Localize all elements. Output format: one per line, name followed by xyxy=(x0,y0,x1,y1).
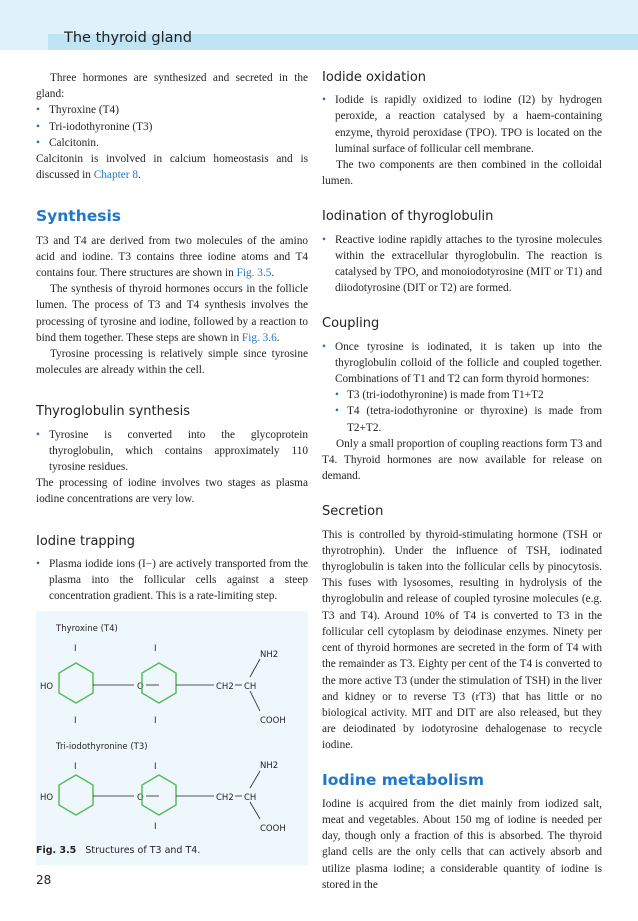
structure-diagram xyxy=(36,611,308,841)
figure-structures xyxy=(36,611,308,865)
bond-line xyxy=(250,802,260,819)
header-title: The thyroid gland xyxy=(64,30,192,46)
cooh-label: COOH xyxy=(260,716,286,726)
left-column xyxy=(36,70,308,604)
list-item: • Tri-iodothyronine (T3) xyxy=(36,119,308,135)
bullet-icon: • xyxy=(322,94,326,107)
bond-line xyxy=(250,771,260,788)
bullet-icon: • xyxy=(322,340,326,353)
oxidation-list xyxy=(322,92,602,157)
synthesis-paragraph-1: T3 and T4 are derived from two molecules of the amino acid and iodine. T3 contains three iodine atoms and T4 contains four. There structures are shown in Fig. 3.5. xyxy=(36,234,308,280)
ho-label: HO xyxy=(40,682,54,692)
bullet-icon: • xyxy=(36,428,40,441)
coupling-sublist xyxy=(335,387,602,436)
bullet-icon: • xyxy=(335,405,339,418)
bullet-icon: • xyxy=(322,233,326,246)
figure-caption: Fig. 3.5 Structures of T3 and T4. xyxy=(36,845,201,856)
iodination-list xyxy=(322,232,602,297)
synthesis-paragraph-2: The synthesis of thyroid hormones occurs in the follicle lumen. The process of T3 and T4 synthesis involves the processing of tyrosine and iodine, followed by a reaction to bind them together. These steps are shown in Fig. 3.6. xyxy=(36,283,308,344)
list-item: • Plasma iodide ions (I−) are actively transported from the plasma into the follicular cells against a steep concentration gradient. This is a rate-limiting step. xyxy=(36,557,308,603)
secretion-text: This is controlled by thyroid-stimulating hormone (TSH or thyrotrophin). Under the influence of TSH, iodinated thyroglobulin is taken into the follicular cells by pinocytosis. This fuses with lysosomes, resulting in hydrolysis of the thyroglobulin and release of coupled tyrosine molecules (e.g. T3 and T4). Around 10% of T4 is converted to T3 in the follicular cell cytoplasm by deiodinase enzymes. Ninety per cent of thyroid hormones are secreted in the form of T4 with the remainder as T3. Eighty per cent of the T4 is converted to the more active T3 (under the stimulation of TSH) in the liver and kidney or to reverse T3 (rT3) that has little or no biological activity. MIT and DIT are also released, but they are deiodinated by iodotyrosine dehalogenase to recycle iodine. xyxy=(322,528,602,752)
t4-label: Thyroxine (T4) xyxy=(56,624,118,634)
figure-link[interactable]: Fig. 3.5 xyxy=(236,267,272,280)
t3-label: Tri-iodothyronine (T3) xyxy=(56,742,148,752)
iodine-label: I xyxy=(154,762,157,772)
oxidation-text: The two components are then combined in the colloidal lumen. xyxy=(322,159,602,188)
benzene-ring xyxy=(142,663,176,703)
list-item: • Once tyrosine is iodinated, it is taken up into the thyroglobulin colloid of the follicle and coupled together. Combinations of T1 and T2 can form thyroid hormones: • T3 (tri-iodothyronine) is made from T1+T2 • T4 (tetra-iodothyronine or thyroxine) is made from T2+T2. xyxy=(322,339,602,436)
list-item: • Calcitonin. xyxy=(36,135,308,151)
list-item: • T4 (tetra-iodothyronine or thyroxine) is made from T2+T2. xyxy=(335,405,602,434)
chapter-link[interactable]: Chapter 8 xyxy=(93,169,138,182)
bond-line xyxy=(250,659,260,677)
figure-link[interactable]: Fig. 3.6 xyxy=(241,331,277,344)
benzene-ring xyxy=(59,663,93,703)
calcitonin-text: Calcitonin is involved in calcium homeostasis and is discussed in Chapter 8. xyxy=(36,153,308,182)
ch-label: CH xyxy=(244,793,257,803)
iodine-label: I xyxy=(74,644,77,654)
iodine-processing-text: The processing of iodine involves two stages as plasma iodine concentrations are very low. xyxy=(36,477,308,506)
list-item: • Iodide is rapidly oxidized to iodine (I2) by hydrogen peroxide, a reaction catalysed by a haem-containing enzyme, thyroid peroxidase (TPO). TPO is located on the luminal surface of follicular cell membrane. xyxy=(322,94,602,155)
nh2-label: NH2 xyxy=(260,650,279,660)
bullet-icon: • xyxy=(36,104,40,117)
nh2-label: NH2 xyxy=(260,761,279,771)
list-item: • T3 (tri-iodothyronine) is made from T1+T2 xyxy=(335,387,602,403)
iodine-label: I xyxy=(154,716,157,726)
benzene-ring xyxy=(59,775,93,815)
thyroglobulin-list xyxy=(36,427,308,476)
oxygen-label: O xyxy=(137,682,144,692)
iodine-trapping-heading: Iodine trapping xyxy=(36,533,136,549)
iodine-label: I xyxy=(74,762,77,772)
thyroglobulin-heading: Thyroglobulin synthesis xyxy=(36,404,190,420)
trapping-list xyxy=(36,556,308,605)
iodine-label: I xyxy=(154,644,157,654)
ho-label: HO xyxy=(40,793,54,803)
secretion-heading: Secretion xyxy=(322,504,384,520)
synthesis-paragraph-3: Tyrosine processing is relatively simple since tyrosine molecules are already within the cell. xyxy=(36,348,308,377)
synthesis-heading: Synthesis xyxy=(36,207,122,226)
list-item: • Tyrosine is converted into the glycoprotein thyroglobulin, which contains approximately 110 tyrosine residues. xyxy=(36,428,308,474)
iodide-oxidation-heading: Iodide oxidation xyxy=(322,70,427,85)
ch2-label: CH2 xyxy=(216,793,234,803)
ch-label: CH xyxy=(244,682,257,692)
bullet-icon: • xyxy=(335,389,339,402)
bullet-icon: • xyxy=(36,557,40,570)
bond-line xyxy=(250,691,260,711)
hormone-list xyxy=(36,102,308,151)
oxygen-label: O xyxy=(137,793,144,803)
page-number: 28 xyxy=(36,873,52,887)
ch2-label: CH2 xyxy=(216,682,234,692)
list-item: • Reactive iodine rapidly attaches to the tyrosine molecules within the extracellular thyroglobulin. The reaction is catalysed by TPO, and monoiodotyrosine (MIT or T1) and diiodotyrosine (DIT or T2) are formed. xyxy=(322,233,602,295)
page-header xyxy=(0,0,638,50)
iodine-label: I xyxy=(154,822,157,832)
list-item: • Thyroxine (T4) xyxy=(36,102,308,118)
cooh-label: COOH xyxy=(260,824,286,834)
benzene-ring xyxy=(142,775,176,815)
coupling-text: Only a small proportion of coupling reactions form T3 and T4. Thyroid hormones are now available for release on demand. xyxy=(322,437,602,483)
bullet-icon: • xyxy=(36,120,40,133)
iodination-heading: Iodination of thyroglobulin xyxy=(322,209,494,225)
coupling-list xyxy=(322,339,602,436)
iodine-metabolism-heading: Iodine metabolism xyxy=(322,770,485,789)
iodine-label: I xyxy=(74,716,77,726)
coupling-heading: Coupling xyxy=(322,316,380,332)
metabolism-text: Iodine is acquired from the diet mainly from iodized salt, meat and vegetables. About 150 mg of iodine is needed per day, though only a fraction of this is absorbed. The thyroid gland cells are the only cells that can actively absorb and utilize plasma iodine; a considerable quantity of iodine is stored in the xyxy=(322,797,602,891)
intro-text: Three hormones are synthesized and secreted in the gland: xyxy=(36,72,308,101)
bullet-icon: • xyxy=(36,136,40,149)
right-column xyxy=(322,70,602,893)
